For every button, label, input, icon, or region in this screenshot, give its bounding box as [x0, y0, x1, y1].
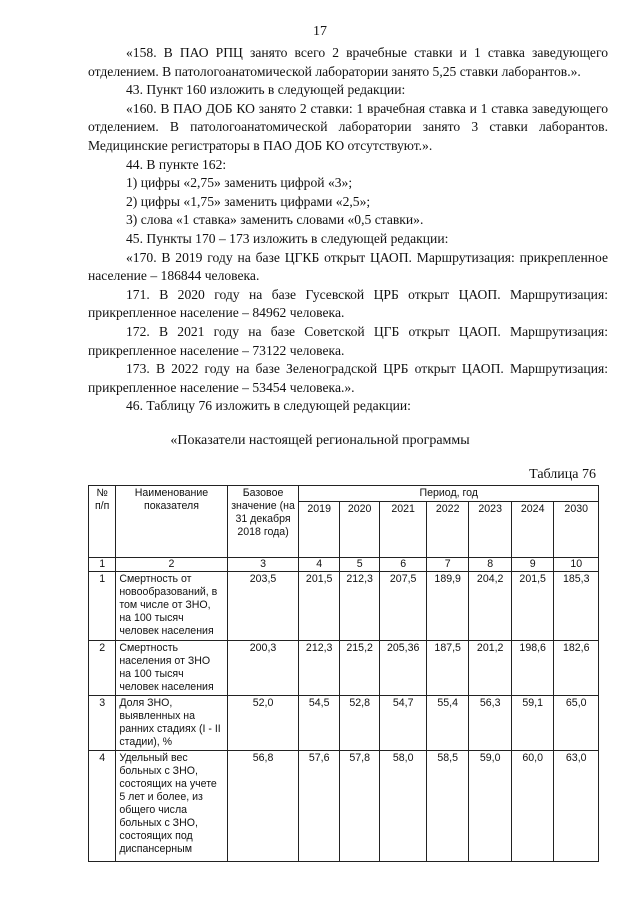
page-number: 17 — [313, 24, 327, 39]
paragraph: 173. В 2022 году на базе Зеленоградской ЦРБ открыт ЦАОП. Маршрутизация: прикрепленное население – 53454 человека.». — [88, 361, 608, 395]
paragraph: 46. Таблицу 76 изложить в следующей редакции: — [126, 398, 411, 414]
row-value: 204,2 — [469, 572, 512, 641]
paragraph: «170. В 2019 году на базе ЦГКБ открыт ЦАОП. Маршрутизация: прикрепленное население – 186844 человека. — [88, 249, 608, 284]
column-number: 3 — [227, 558, 299, 572]
table-row — [89, 751, 599, 862]
column-number: 1 — [89, 558, 116, 572]
row-value: 212,3 — [299, 641, 339, 696]
row-value: 55,4 — [426, 696, 469, 751]
column-number: 7 — [426, 558, 469, 572]
header-year: 2030 — [554, 502, 599, 558]
table-header-row — [89, 486, 599, 502]
row-value: 189,9 — [426, 572, 469, 641]
header-year: 2022 — [426, 502, 469, 558]
row-value: 185,3 — [554, 572, 599, 641]
row-base: 203,5 — [227, 572, 299, 641]
paragraph: 3) слова «1 ставка» заменить словами «0,5 ставки». — [126, 212, 424, 228]
table-heading: «Показатели настоящей региональной программы — [170, 433, 470, 448]
column-number: 5 — [339, 558, 379, 572]
row-name: Удельный вес больных с ЗНО, состоящих на учете 5 лет и более, из общего числа больных с ЗНО, состоящих под диспансерным — [119, 752, 217, 855]
row-value: 52,8 — [339, 696, 379, 751]
table-row — [89, 641, 599, 696]
header-period: Период, год — [299, 486, 599, 502]
row-value: 201,5 — [511, 572, 554, 641]
header-name: Наименование показателя — [116, 486, 227, 558]
row-value: 56,3 — [469, 696, 512, 751]
row-value: 201,2 — [469, 641, 512, 696]
header-year: 2023 — [469, 502, 512, 558]
row-value: 54,7 — [380, 696, 427, 751]
row-value: 187,5 — [426, 641, 469, 696]
row-value: 60,0 — [511, 751, 554, 862]
row-value: 215,2 — [339, 641, 379, 696]
header-num: № п/п — [89, 486, 116, 558]
row-value: 182,6 — [554, 641, 599, 696]
table-row — [89, 696, 599, 751]
paragraph: 44. В пункте 162: — [126, 156, 227, 172]
column-number: 6 — [380, 558, 427, 572]
row-value: 57,6 — [299, 751, 339, 862]
row-num: 2 — [89, 641, 116, 696]
row-num: 4 — [89, 751, 116, 862]
indicators-table — [88, 485, 599, 862]
row-value: 63,0 — [554, 751, 599, 862]
row-value: 207,5 — [380, 572, 427, 641]
row-value: 59,0 — [469, 751, 512, 862]
row-base: 56,8 — [227, 751, 299, 862]
header-year: 2019 — [299, 502, 339, 558]
row-value: 198,6 — [511, 641, 554, 696]
body-text — [88, 44, 608, 416]
row-name: Доля ЗНО, выявленных на ранних стадиях (I - II стадии), % — [116, 696, 227, 751]
column-number: 8 — [469, 558, 512, 572]
row-value: 57,8 — [339, 751, 379, 862]
row-num: 3 — [89, 696, 116, 751]
row-value: 58,5 — [426, 751, 469, 862]
row-base: 200,3 — [227, 641, 299, 696]
paragraph: 45. Пункты 170 – 173 изложить в следующей редакции: — [126, 230, 449, 246]
column-number: 2 — [116, 558, 227, 572]
column-number: 9 — [511, 558, 554, 572]
header-base: Базовое значение (на 31 декабря 2018 года) — [227, 486, 299, 558]
row-num: 1 — [89, 572, 116, 641]
paragraph: 172. В 2021 году на базе Советской ЦГБ открыт ЦАОП. Маршрутизация: прикрепленное население – 73122 человека. — [88, 323, 608, 358]
row-value: 58,0 — [380, 751, 427, 862]
paragraph: «160. В ПАО ДОБ КО занято 2 ставки: 1 врачебная ставка и 1 ставка заведующего отделением. В патологоанатомической лаборатории занято 3 ставки лаборантов. Медицинские регистраторы в ПАО ДОБ КО отсутствуют.». — [88, 100, 608, 153]
row-value: 205,36 — [380, 641, 427, 696]
table-caption: Таблица 76 — [529, 467, 596, 482]
column-numbers-row — [89, 558, 599, 572]
row-value: 212,3 — [339, 572, 379, 641]
header-year: 2021 — [380, 502, 427, 558]
row-value: 65,0 — [554, 696, 599, 751]
column-number: 10 — [554, 558, 599, 572]
row-name: Смертность населения от ЗНО на 100 тысяч человек населения — [116, 641, 227, 696]
paragraph: 2) цифры «1,75» заменить цифрами «2,5»; — [126, 193, 371, 209]
row-value: 59,1 — [511, 696, 554, 751]
row-value: 54,5 — [299, 696, 339, 751]
row-name-cell — [116, 751, 227, 862]
paragraph: 1) цифры «2,75» заменить цифрой «3»; — [126, 175, 353, 191]
column-number: 4 — [299, 558, 339, 572]
paragraph: 171. В 2020 году на базе Гусевской ЦРБ открыт ЦАОП. Маршрутизация: прикрепленное население – 84962 человека. — [88, 286, 608, 321]
paragraph: 43. Пункт 160 изложить в следующей редакции: — [126, 82, 406, 98]
header-year: 2024 — [511, 502, 554, 558]
header-year: 2020 — [339, 502, 379, 558]
row-name: Смертность от новообразований, в том числе от ЗНО, на 100 тысяч человек населения — [116, 572, 227, 641]
table-row — [89, 572, 599, 641]
row-base: 52,0 — [227, 696, 299, 751]
paragraph: «158. В ПАО РПЦ занято всего 2 врачебные ставки и 1 ставка заведующего отделением. В патологоанатомической лаборатории занято 5,25 ставки лаборантов.». — [88, 45, 608, 79]
row-value: 201,5 — [299, 572, 339, 641]
